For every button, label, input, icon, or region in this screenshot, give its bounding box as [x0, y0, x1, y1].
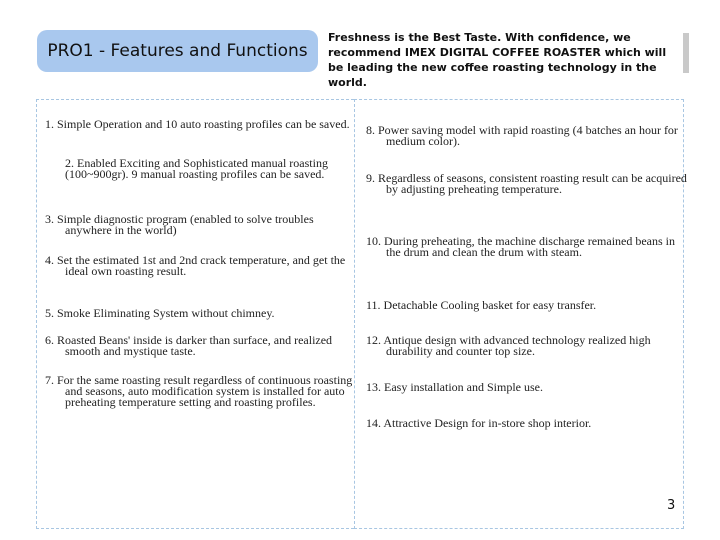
decorative-bar — [683, 33, 689, 73]
features-panel-right — [354, 99, 687, 529]
page-title: PRO1 - Features and Functions — [37, 30, 318, 72]
feature-item-3: 3. Simple diagnostic program (enabled to solve troubles anywhere in the world) — [45, 212, 314, 237]
feature-item-6: 6. Roasted Beans' inside is darker than surface, and realized smooth and mystique taste. — [45, 333, 333, 358]
page-number: 3 — [667, 498, 676, 513]
feature-item-2-text: 2. Enabled Exciting and Sophisticated manual roasting (100~900gr). 9 manual roasting profiles can be saved. — [65, 156, 328, 181]
feature-item-5: 5. Smoke Eliminating System without chimney. — [45, 306, 275, 320]
feature-item-10: 10. During preheating, the machine discharge remained beans in the drum and clean the drum with steam. — [366, 234, 676, 259]
feature-item-7: 7. For the same roasting result regardless of continuous roasting and seasons, auto modification system is installed for auto preheating temperature setting and roasting profiles. — [45, 373, 353, 409]
features-panel-left — [36, 99, 354, 529]
feature-item-1: 1. Simple Operation and 10 auto roasting profiles can be saved. — [45, 117, 350, 131]
tagline: Freshness is the Best Taste. With confidence, we recommend IMEX DIGITAL COFFEE ROASTER which will be leading the new coffee roasting technology in the world. — [328, 31, 667, 89]
feature-item-4: 4. Set the estimated 1st and 2nd crack temperature, and get the ideal own roasting result. — [45, 253, 346, 278]
feature-item-2 — [45, 158, 363, 180]
feature-item-8: 8. Power saving model with rapid roasting (4 batches an hour for medium color). — [366, 123, 678, 148]
feature-item-14: 14. Attractive Design for in-store shop interior. — [366, 416, 592, 430]
feature-item-9: 9. Regardless of seasons, consistent roasting result can be acquired by adjusting preheating temperature. — [366, 171, 687, 196]
feature-item-13: 13. Easy installation and Simple use. — [366, 380, 543, 394]
feature-item-11: 11. Detachable Cooling basket for easy transfer. — [366, 298, 597, 312]
feature-item-12: 12. Antique design with advanced technology realized high durability and counter top size. — [366, 333, 651, 358]
